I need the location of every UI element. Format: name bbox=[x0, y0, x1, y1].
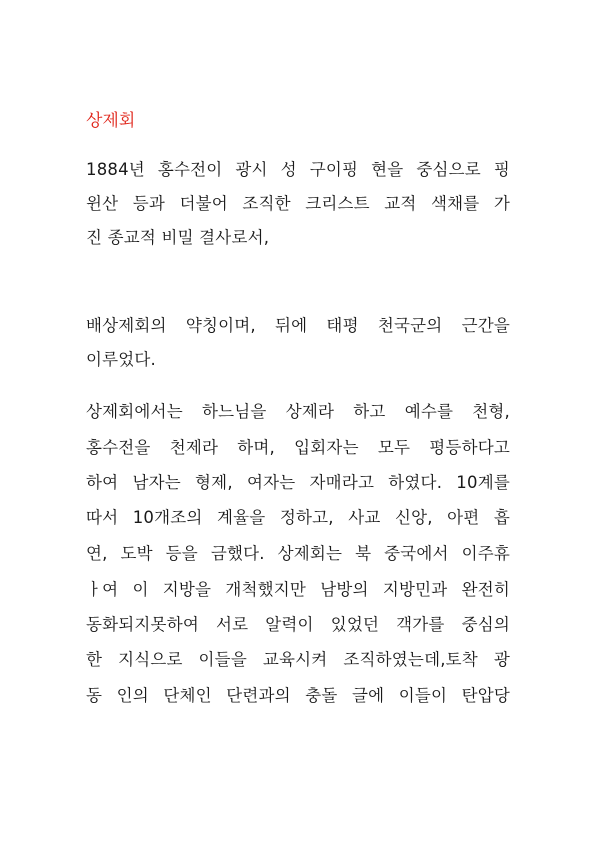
paragraph-line: 홍수전을 천제라 하며, 입회자는 모두 평등하다고 bbox=[86, 438, 510, 457]
paragraph-line: 상제회에서는 하느님을 상제라 하고 예수를 천형, bbox=[86, 402, 510, 421]
paragraph-line: 한 지식으로 이들을 교육시켜 조직하였는데,토착 광 bbox=[86, 650, 510, 669]
document-title: 상제회 bbox=[86, 111, 136, 131]
paragraph-line: 동 인의 단체인 단련과의 충돌 글에 이들이 탄압당 bbox=[86, 686, 510, 705]
paragraph-line: 하여 남자는 형제, 여자는 자매라고 하였다. 10계를 bbox=[86, 473, 510, 492]
paragraph-line: 이루었다. bbox=[86, 350, 157, 369]
paragraph-line: 동화되지못하여 서로 알력이 있었던 객가를 중심의 bbox=[86, 615, 510, 634]
paragraph-line: 1884년 홍수전이 광시 성 구이핑 현을 중심으로 핑 bbox=[86, 160, 510, 179]
paragraph-line: 진 종교적 비밀 결사로서, bbox=[86, 228, 270, 247]
paragraph-line: 윈산 등과 더불어 조직한 크리스트 교적 색채를 가 bbox=[86, 194, 510, 213]
paragraph-line: 연, 도박 등을 금했다. 상제회는 북 중국에서 이주휴 bbox=[86, 544, 510, 563]
paragraph-line: 따서 10개조의 계율을 정하고, 사교 신앙, 아편 흡 bbox=[86, 508, 510, 527]
paragraph-line: ㅏ여 이 지방을 개척했지만 남방의 지방민과 완전히 bbox=[86, 580, 510, 599]
paragraph-line: 배상제회의 약칭이며, 뒤에 태평 천국군의 근간을 bbox=[86, 316, 510, 335]
